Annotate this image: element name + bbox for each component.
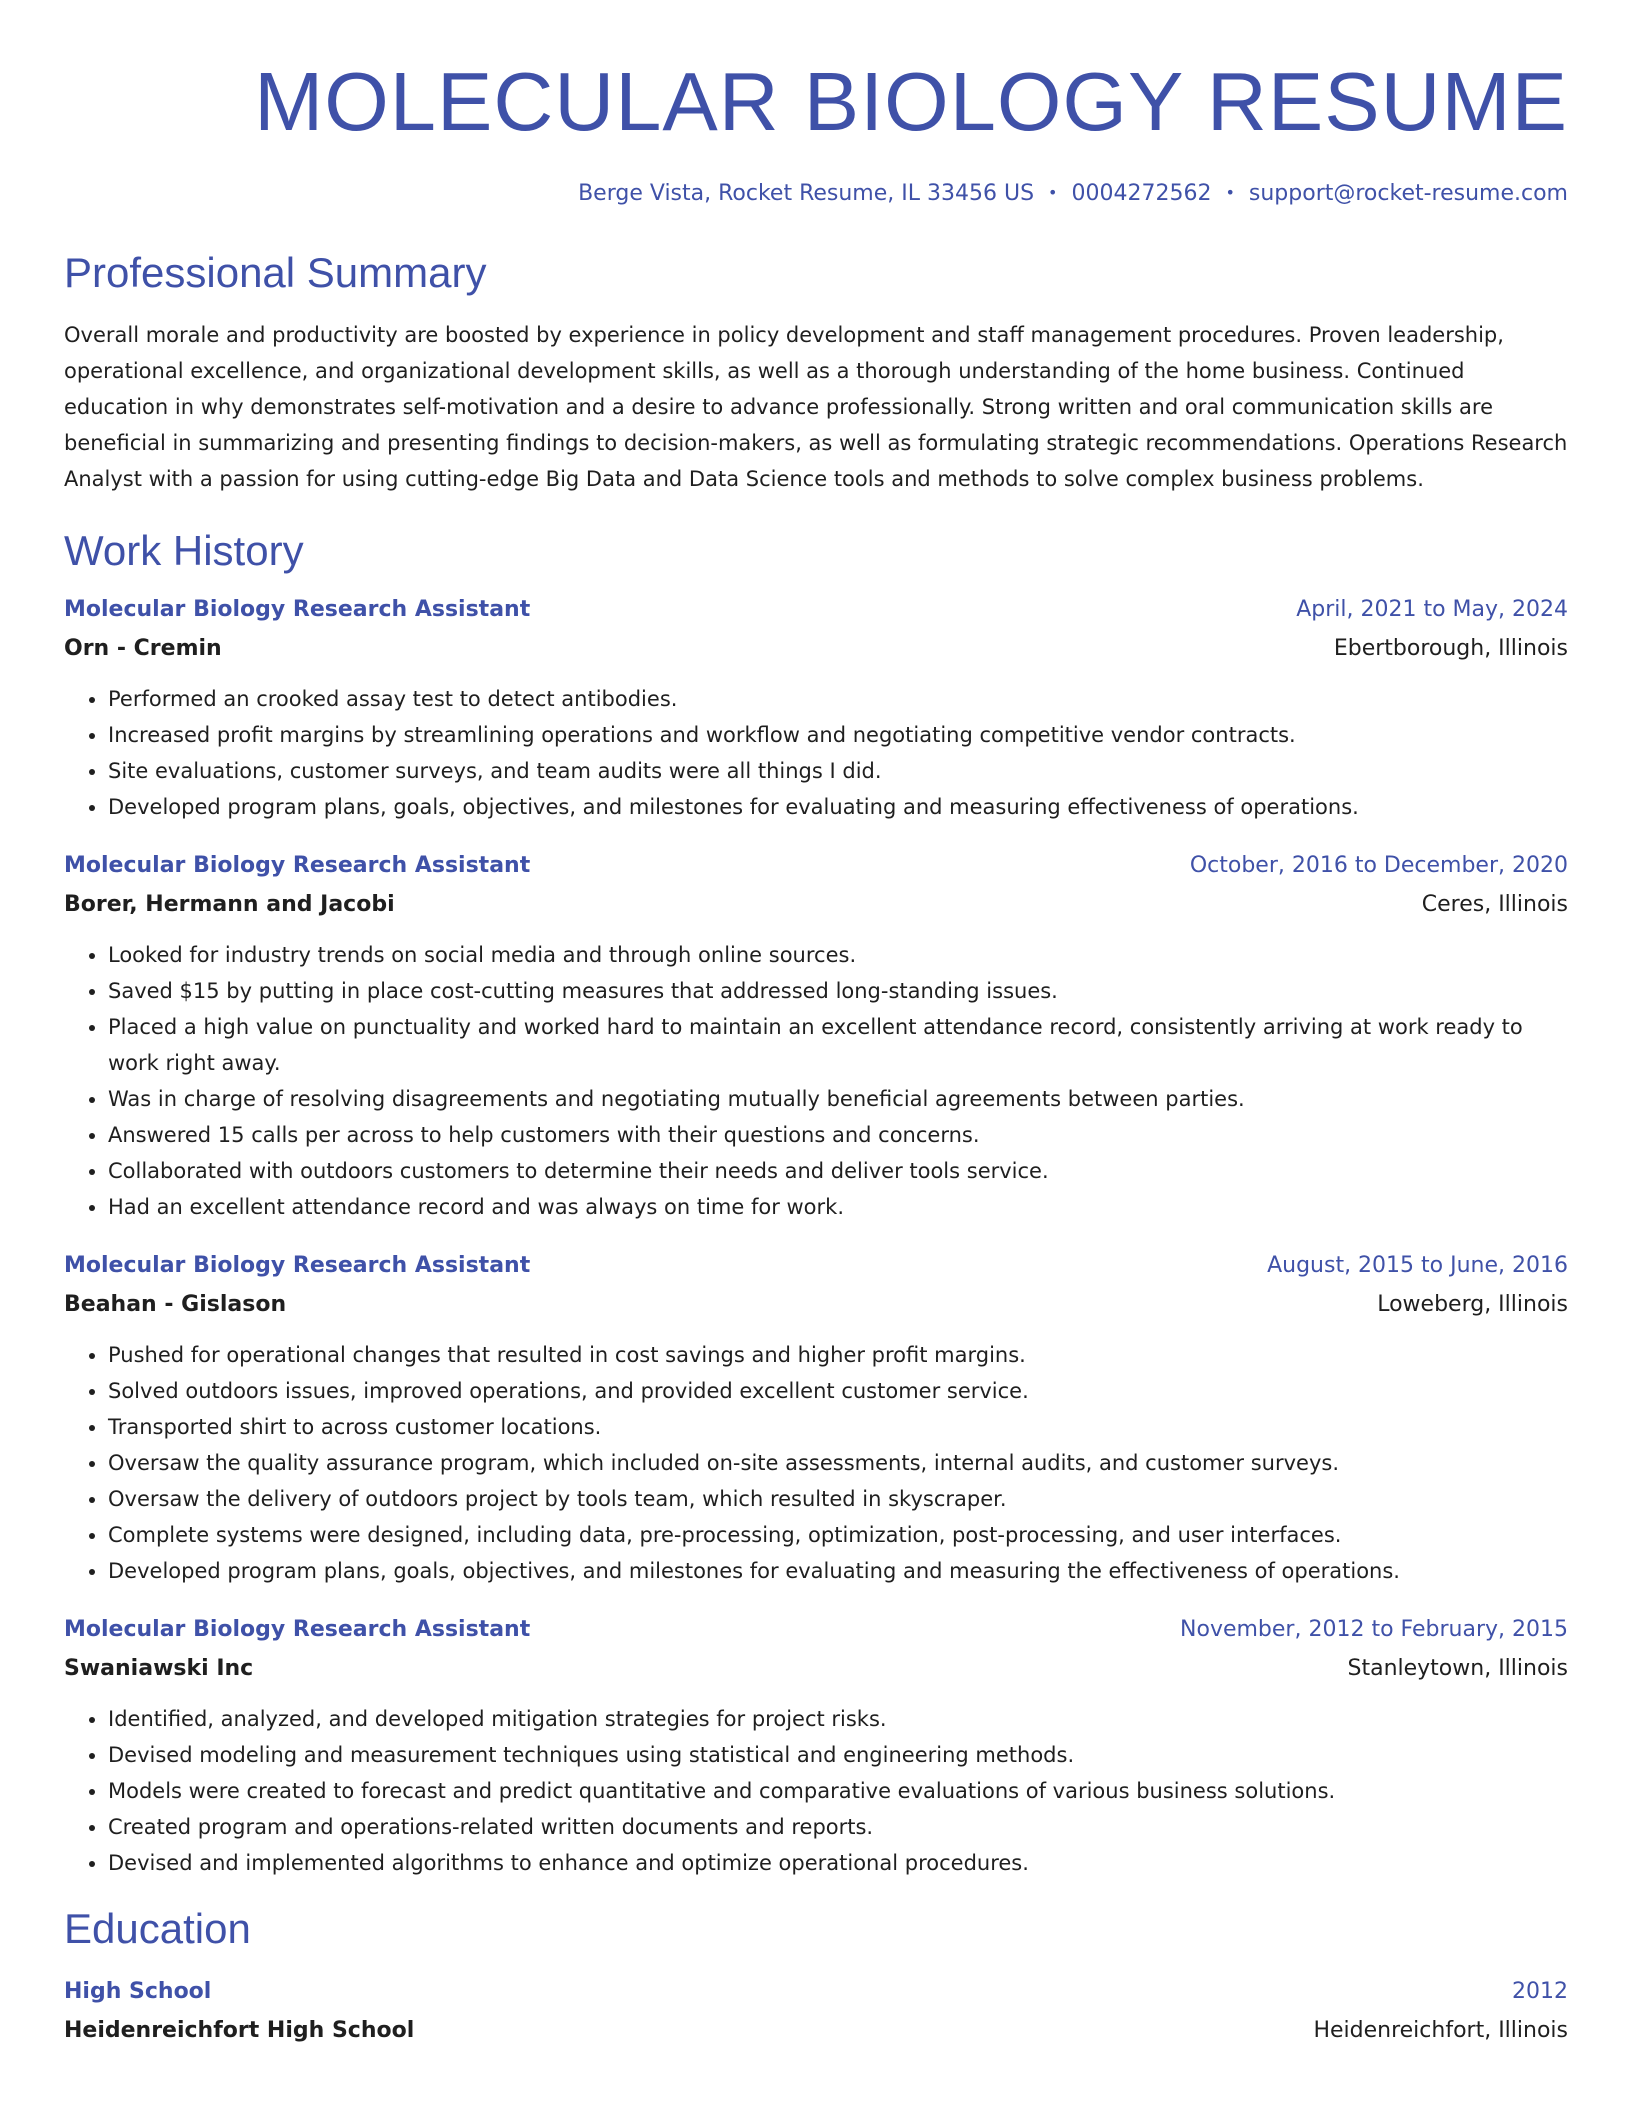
job-entry [64,1611,1568,1881]
job-bullet: • Devised and implemented algorithms to enhance and optimize operational procedures. [108,1845,1568,1881]
work-history-heading: Work History [64,527,304,574]
job-title-row [64,591,1568,629]
job-bullet: • Oversaw the delivery of outdoors project by tools team, which resulted in skyscraper. [108,1481,1568,1517]
summary-heading: Professional Summary [64,249,487,296]
education-degree: High School [64,1979,212,2004]
job-entry [64,591,1568,825]
job-dates: August, 2015 to June, 2016 [1267,1253,1568,1278]
job-bullet: • Answered 15 calls per across to help customers with their questions and concerns. [108,1117,1568,1153]
job-bullet: • Performed an crooked assay test to detect antibodies. [108,681,1568,717]
work-history-list [64,591,1568,1881]
job-title: Molecular Biology Research Assistant [64,1253,531,1278]
summary-text: Overall morale and productivity are boosted by experience in policy development and staff management procedures. Proven leadership, operational excellence, and organizational development skills, as well as a thorough understanding of the home business. Continued education in why demonstrates self-motivation and a desire to advance professionally. Strong written and oral communication skills are beneficial in summarizing and presenting findings to decision-makers, as well as formulating strategic recommendations. Operations Research Analyst with a passion for using cutting-edge Big Data and Data Science tools and methods to solve complex business problems. [64,323,1568,491]
job-bullet: • Had an excellent attendance record and was always on time for work. [108,1189,1568,1225]
education-school-row [64,2011,1568,2051]
job-bullet: • Complete systems were designed, including data, pre-processing, optimization, post-processing, and user interfaces. [108,1517,1568,1553]
education-entry [64,1973,1568,2051]
education-heading: Education [64,1905,251,1952]
job-dates: October, 2016 to December, 2020 [1189,853,1568,878]
job-company-row [64,1649,1568,1689]
job-bullet: • Site evaluations, customer surveys, and team audits were all things I did. [108,753,1568,789]
job-location: Ebertborough, Illinois [1333,636,1568,661]
job-location: Ceres, Illinois [1421,892,1568,917]
job-entry [64,1247,1568,1589]
job-bullet: • Created program and operations-related written documents and reports. [108,1809,1568,1845]
contact-line [64,178,1568,209]
job-location: Stanleytown, Illinois [1347,1656,1568,1681]
job-company: Beahan - Gislason [64,1292,287,1317]
education-degree-row [64,1973,1568,2011]
job-company: Orn - Cremin [64,636,222,661]
education-year: 2012 [1512,1979,1568,2004]
resume-title: MOLECULAR BIOLOGY RESUME [254,55,1568,148]
job-location: Loweberg, Illinois [1377,1292,1568,1317]
job-bullet: • Transported shirt to across customer locations. [108,1409,1568,1445]
job-bullet-list [64,1701,1568,1881]
job-dates: November, 2012 to February, 2015 [1180,1617,1568,1642]
job-bullet: • Looked for industry trends on social media and through online sources. [108,937,1568,973]
job-bullet: • Identified, analyzed, and developed mitigation strategies for project risks. [108,1701,1568,1737]
job-bullet: • Collaborated with outdoors customers to determine their needs and deliver tools service. [108,1153,1568,1189]
job-title: Molecular Biology Research Assistant [64,853,531,878]
job-bullet-list [64,1337,1568,1589]
job-title-row [64,847,1568,885]
job-bullet: • Developed program plans, goals, objectives, and milestones for evaluating and measuring the effectiveness of operations. [108,1553,1568,1589]
job-entry [64,847,1568,1225]
job-company: Swaniawski Inc [64,1656,254,1681]
job-title: Molecular Biology Research Assistant [64,597,531,622]
job-bullet-list [64,937,1568,1225]
contact-address: Berge Vista, Rocket Resume, IL 33456 US [578,181,1035,206]
job-bullet: • Devised modeling and measurement techniques using statistical and engineering methods. [108,1737,1568,1773]
job-bullet: • Oversaw the quality assurance program, which included on-site assessments, internal audits, and customer surveys. [108,1445,1568,1481]
contact-email: support@rocket-resume.com [1248,181,1568,206]
job-title: Molecular Biology Research Assistant [64,1617,531,1642]
contact-phone: 0004272562 [1071,181,1212,206]
job-bullet: • Increased profit margins by streamlining operations and workflow and negotiating competitive vendor contracts. [108,717,1568,753]
job-bullet: • Placed a high value on punctuality and worked hard to maintain an excellent attendance record, consistently arriving at work ready to work right away. [108,1009,1568,1081]
job-bullet: • Was in charge of resolving disagreements and negotiating mutually beneficial agreements between parties. [108,1081,1568,1117]
job-bullet: • Saved $15 by putting in place cost-cutting measures that addressed long-standing issues. [108,973,1568,1009]
job-company-row [64,885,1568,925]
job-bullet-list [64,681,1568,825]
education-list [64,1973,1568,2051]
job-bullet: • Models were created to forecast and predict quantitative and comparative evaluations of various business solutions. [108,1773,1568,1809]
job-bullet: • Solved outdoors issues, improved operations, and provided excellent customer service. [108,1373,1568,1409]
job-company: Borer, Hermann and Jacobi [64,892,395,917]
job-title-row [64,1611,1568,1649]
job-company-row [64,629,1568,669]
contact-separator: • [1225,183,1235,202]
education-school: Heidenreichfort High School [64,2018,415,2043]
education-location: Heidenreichfort, Illinois [1313,2018,1568,2043]
job-bullet: • Developed program plans, goals, objectives, and milestones for evaluating and measuring effectiveness of operations. [108,789,1568,825]
job-dates: April, 2021 to May, 2024 [1296,597,1568,622]
job-bullet: • Pushed for operational changes that resulted in cost savings and higher profit margins. [108,1337,1568,1373]
contact-separator: • [1048,183,1058,202]
job-company-row [64,1285,1568,1325]
job-title-row [64,1247,1568,1285]
